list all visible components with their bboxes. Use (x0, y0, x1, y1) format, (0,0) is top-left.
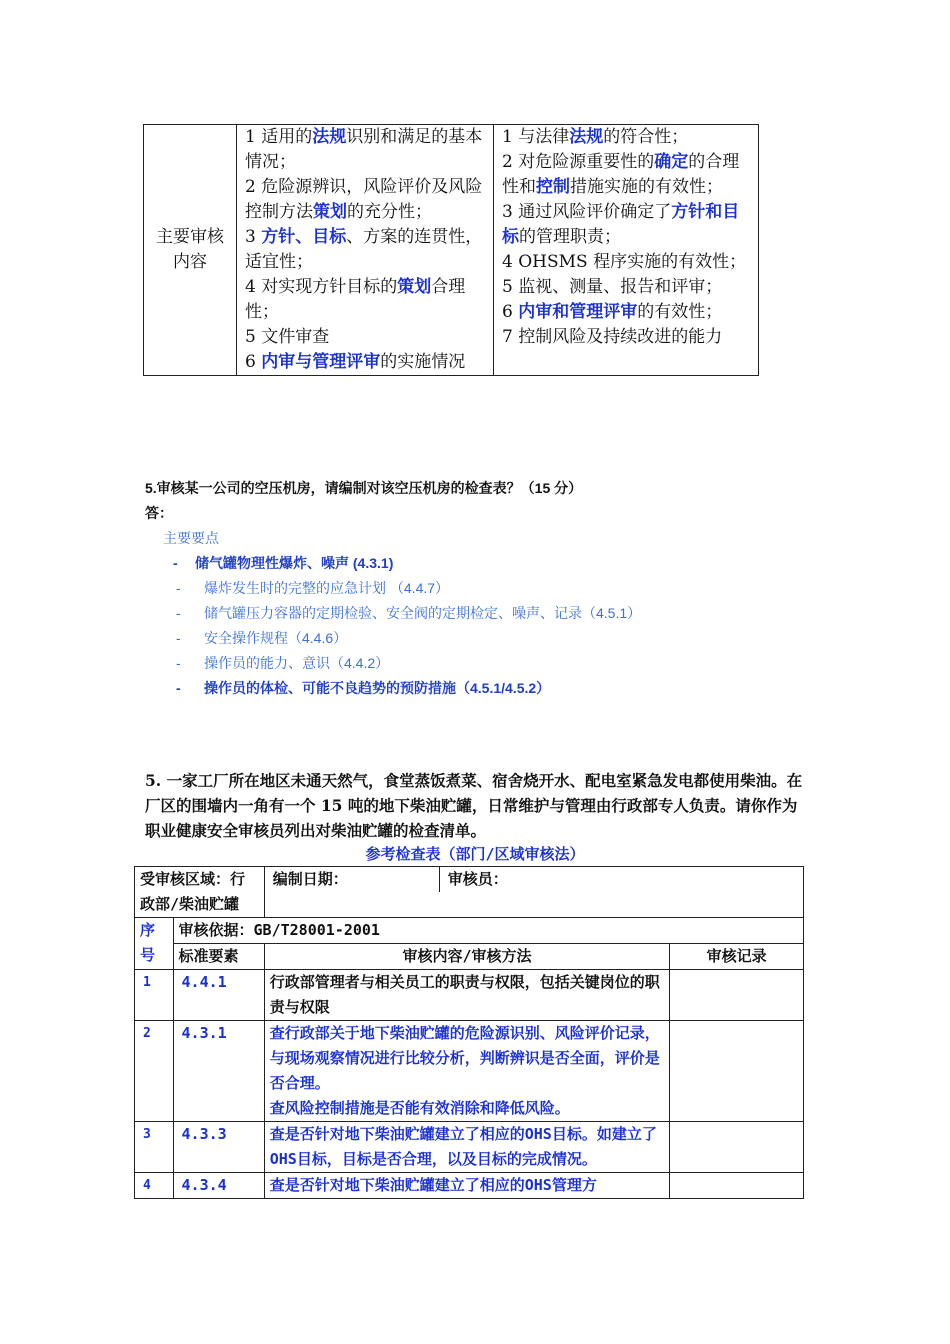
area-label: 受审核区域：行政部/柴油贮罐 (140, 870, 246, 913)
row-record (670, 970, 804, 1021)
highlight-text: 策划 (313, 202, 347, 222)
row-record (670, 1173, 804, 1199)
row-number: 2 (135, 1021, 174, 1122)
item-text: 识别和满足的基本情况； (245, 127, 483, 172)
answer-label: 答： (145, 505, 173, 521)
highlight-text: 内审和管理评审 (518, 302, 638, 322)
stage2-item-3 (502, 200, 752, 250)
checklist-table (134, 866, 804, 1199)
stage1-audit-column (237, 125, 494, 376)
highlight-text: 内审与管理评审 (261, 352, 381, 372)
audit-content-table (143, 124, 759, 376)
key-point-text: 储气罐压力容器的定期检验、安全阀的定期检定、噪声、记录（4.5.1） (204, 605, 642, 621)
item-text: 6 (502, 302, 519, 322)
item-text: 5 文件审查 (245, 327, 330, 347)
key-point-text: 操作员的能力、意识（4.4.2） (204, 655, 390, 671)
key-point-item (176, 653, 389, 673)
table-row (135, 970, 804, 1021)
bullet-dash: - (176, 580, 181, 596)
key-point-text: 安全操作规程（4.4.6） (204, 630, 348, 646)
row-content: 查行政部关于地下柴油贮罐的危险源识别、风险评价记录，与现场观察情况进行比较分析，判断辨识是否全面，评价是否合理。 查风险控制措施是否能有效消除和降低风险。 (264, 1021, 669, 1122)
item-text: 4 OHSMS 程序实施的有效性； (502, 252, 747, 272)
item-text: 1 与法律 (502, 127, 570, 147)
highlight-text: 方针和目标 (502, 202, 740, 247)
highlight-text: 法规 (569, 127, 604, 147)
bullet-dash: - (173, 555, 178, 571)
stage2-item-7 (502, 325, 752, 350)
area-cell (135, 867, 265, 918)
stage2-item-2 (502, 150, 752, 200)
bullet-dash: - (176, 605, 181, 621)
row-number: 4 (135, 1173, 174, 1199)
date-label: 编制日期： (265, 867, 440, 892)
seq-header (135, 918, 174, 970)
stage2-item-6 (502, 300, 752, 325)
table-row (135, 1021, 804, 1122)
stage1-item-2 (245, 175, 487, 225)
item-text: 7 控制风险及持续改进的能力 (502, 327, 723, 347)
highlight-text: 确定 (654, 152, 689, 172)
item-text: 2 对危险源重要性的 (502, 152, 655, 172)
table-row (135, 1122, 804, 1173)
stage2-item-4 (502, 250, 752, 275)
key-point-text: 储气罐物理性爆炸、噪声 (4.3.1) (195, 555, 394, 571)
stage1-item-6 (245, 350, 487, 375)
item-text: 3 通过风险评价确定了 (502, 202, 672, 222)
row-number: 3 (135, 1122, 174, 1173)
highlight-text: 法规 (312, 127, 347, 147)
col-std-header: 标准要素 (173, 944, 264, 970)
item-text: 措施实施的有效性； (570, 177, 723, 197)
stage2-item-1 (502, 125, 752, 150)
item-text: 的充分性； (347, 202, 432, 222)
checklist-rows (135, 970, 804, 1199)
item-text: 的实施情况 (380, 352, 466, 372)
auditor-label: 审核员： (447, 870, 508, 888)
item-text: 的符合性； (603, 127, 689, 147)
col-content-header: 审核内容/审核方法 (264, 944, 669, 970)
row-content: 行政部管理者与相关员工的职责与权限，包括关键岗位的职责与权限 (264, 970, 669, 1021)
bullet-dash: - (176, 655, 181, 671)
item-text: 、方案的连贯性，适宜性； (245, 227, 483, 272)
row-standard: 4.3.1 (173, 1021, 264, 1122)
row-content: 查是否针对地下柴油贮罐建立了相应的OHS管理方 (264, 1173, 669, 1199)
table-row (135, 1173, 804, 1199)
key-point-text: 操作员的体检、可能不良趋势的预防措施（4.5.1/4.5.2） (204, 680, 551, 696)
key-point-item (176, 603, 641, 623)
date-auditor-cell (264, 867, 803, 918)
item-text: 1 适用的 (245, 127, 313, 147)
label-text: 主要审核内容 (156, 227, 224, 272)
row-record (670, 1021, 804, 1122)
row-content: 查是否针对地下柴油贮罐建立了相应的OHS目标。如建立了OHS目标，目标是否合理，以及目标的完成情况。 (264, 1122, 669, 1173)
item-text: 3 (245, 227, 262, 247)
item-text: 的有效性； (637, 302, 723, 322)
bullet-dash: - (176, 630, 181, 646)
item-text: 的管理职责； (519, 227, 621, 247)
seq-label: 序号 (140, 921, 156, 964)
highlight-text: 方针、目标 (261, 227, 347, 247)
stage1-item-3 (245, 225, 487, 275)
bullet-dash: - (176, 680, 181, 696)
key-point-item (176, 578, 449, 598)
item-text: 5 监视、测量、报告和评审； (502, 277, 723, 297)
basis-label: 审核依据：GB/T28001-2001 (178, 921, 380, 939)
basis-cell (173, 918, 803, 944)
key-point-item (176, 628, 347, 648)
key-point-text: 爆炸发生时的完整的应急计划 （4.4.7） (204, 580, 450, 596)
highlight-text: 策划 (397, 277, 432, 297)
stage1-item-1 (245, 125, 487, 175)
col-record-header: 审核记录 (670, 944, 804, 970)
key-point-item (173, 553, 393, 573)
row-standard: 4.4.1 (173, 970, 264, 1021)
highlight-text: 控制 (536, 177, 570, 197)
main-audit-content-label (144, 125, 237, 376)
item-text: 的合理性和 (502, 152, 740, 197)
question-5b: 5. 一家工厂所在地区未通天然气，食堂蒸饭煮菜、宿舍烧开水、配电室紧急发电都使用柴油。在厂区的围墙内一角有一个 15 吨的地下柴油贮罐，日常维护与管理由行政部专人负责。请你作为职业健康安全审核员列出对柴油贮罐的检查清单。 (145, 771, 803, 840)
stage1-item-5 (245, 325, 487, 350)
checklist-caption: 参考检查表（部门/区域审核法） (365, 845, 585, 863)
row-record (670, 1122, 804, 1173)
item-text: 合理性； (245, 277, 466, 322)
row-standard: 4.3.4 (173, 1173, 264, 1199)
key-points-title: 主要要点 (163, 530, 219, 546)
item-text: 4 对实现方针目标的 (245, 277, 398, 297)
stage1-item-4 (245, 275, 487, 325)
row-standard: 4.3.3 (173, 1122, 264, 1173)
stage2-audit-column (494, 125, 759, 376)
key-point-item (176, 678, 550, 698)
stage2-item-5 (502, 275, 752, 300)
item-text: 2 危险源辨识，风险评价及风险控制方法 (245, 177, 483, 222)
question-5a: 5.审核某一公司的空压机房，请编制对该空压机房的检查表？（15 分） (145, 480, 583, 496)
row-number: 1 (135, 970, 174, 1021)
item-text: 6 (245, 352, 262, 372)
